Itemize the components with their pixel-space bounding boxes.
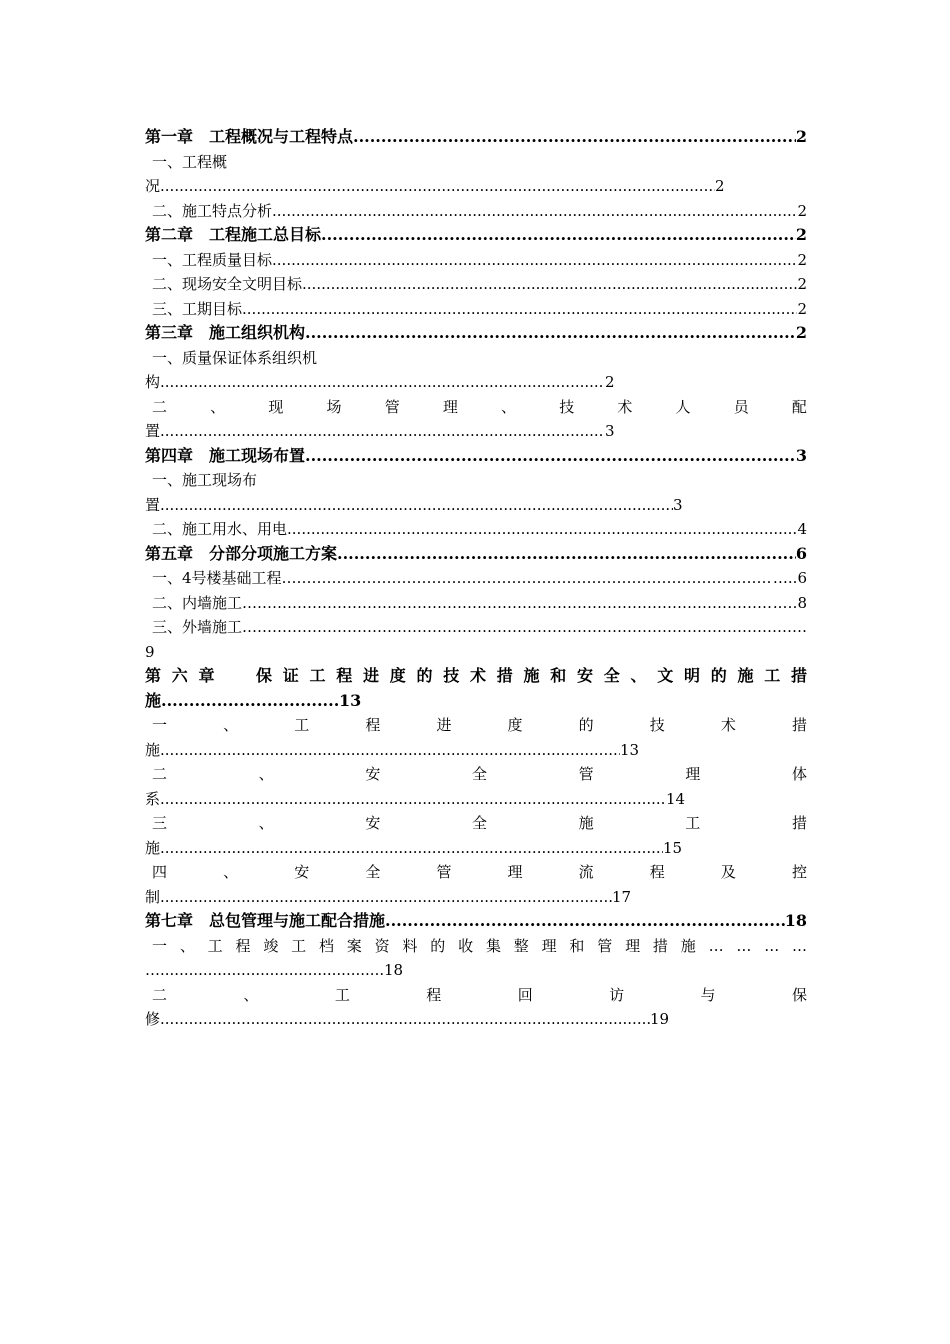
toc-title-char: 二 xyxy=(152,765,168,783)
toc-title-char: 度 xyxy=(389,666,406,685)
toc-section-3-2-continued[interactable] xyxy=(145,419,807,444)
toc-entry-title: 一、施工现场布 xyxy=(152,471,258,489)
toc-title-char: 整 xyxy=(513,936,529,955)
toc-page-number: 2 xyxy=(797,275,807,293)
toc-title-char: 理 xyxy=(625,936,641,955)
toc-title-char: … xyxy=(708,936,724,955)
toc-title-char: 理 xyxy=(685,765,701,783)
toc-title-char: 收 xyxy=(458,936,474,955)
toc-title-char: 流 xyxy=(578,863,594,881)
toc-title-char: 竣 xyxy=(263,936,279,955)
toc-title-char: 理 xyxy=(541,936,557,955)
toc-leader-dots xyxy=(302,272,797,297)
toc-title-char: 技 xyxy=(649,716,665,734)
toc-chapter-7[interactable] xyxy=(145,909,807,934)
toc-title-char: 工 xyxy=(764,666,781,685)
toc-title-char: 与 xyxy=(700,985,716,1004)
toc-section-4-1[interactable] xyxy=(145,468,807,493)
toc-title-char: 体 xyxy=(791,765,807,783)
toc-entry-title: 施 xyxy=(145,690,162,710)
toc-title-char: 保 xyxy=(791,985,807,1004)
toc-leader-dots xyxy=(160,836,663,861)
toc-section-2-1[interactable] xyxy=(145,248,807,273)
toc-leader-dots xyxy=(337,542,796,567)
toc-section-5-3[interactable] xyxy=(145,615,807,640)
toc-title-char: 术 xyxy=(469,666,486,685)
toc-chapter-6[interactable] xyxy=(145,664,807,689)
toc-title-char: 工 xyxy=(291,936,307,955)
toc-leader-dots xyxy=(160,787,666,812)
toc-leader-dots xyxy=(385,909,785,934)
toc-page-number: 13 xyxy=(620,740,640,759)
toc-title-char: 和 xyxy=(569,936,585,955)
toc-leader-dots xyxy=(160,419,605,444)
toc-page-number: 2 xyxy=(715,177,725,195)
toc-page-number: 2 xyxy=(795,225,807,244)
toc-entry-title: 制 xyxy=(145,887,161,906)
toc-page-number: 2 xyxy=(795,323,807,342)
toc-title-char: 安 xyxy=(365,765,381,783)
toc-title-char: 集 xyxy=(485,936,501,955)
toc-title-char: 工 xyxy=(294,716,310,734)
toc-leader-dots xyxy=(321,223,796,248)
toc-section-6-3-continued[interactable] xyxy=(145,836,807,861)
toc-title-char: 度 xyxy=(507,716,523,734)
toc-leader-dots xyxy=(160,493,673,518)
toc-title-char: 、 xyxy=(258,814,274,832)
toc-page-number: 2 xyxy=(797,201,807,220)
toc-title-char: 全 xyxy=(365,863,381,881)
toc-page-number: 19 xyxy=(650,1010,670,1028)
toc-section-5-3-continued[interactable] xyxy=(145,640,807,665)
toc-page-number: 17 xyxy=(612,887,632,906)
toc-entry-title: 一、工程质量目标 xyxy=(152,250,273,269)
toc-title-char: 进 xyxy=(436,716,452,734)
toc-leader-dots xyxy=(160,174,715,199)
toc-chapter-5[interactable] xyxy=(145,542,807,567)
toc-title-char: 管 xyxy=(597,936,613,955)
toc-title-char: 、 xyxy=(243,985,259,1004)
toc-title-char: 措 xyxy=(652,936,668,955)
toc-title-char: 全 xyxy=(471,814,487,832)
toc-section-4-2[interactable] xyxy=(145,517,807,542)
toc-section-2-3[interactable] xyxy=(145,297,807,322)
toc-title-char: 资 xyxy=(374,936,390,955)
toc-leader-tail: ….. xyxy=(772,569,798,587)
toc-title-char: 场 xyxy=(326,397,342,416)
toc-title-char: 安 xyxy=(365,814,381,832)
toc-title-char: 的 xyxy=(430,936,446,955)
toc-title-char: 档 xyxy=(318,936,334,955)
toc-title-char: 四 xyxy=(152,863,168,881)
toc-title-char: 程 xyxy=(426,985,442,1004)
toc-title-char: 施 xyxy=(523,666,540,685)
toc-title-char xyxy=(225,664,245,689)
toc-page-number: 3 xyxy=(795,445,807,465)
toc-leader-dots xyxy=(305,444,796,469)
toc-section-7-1-continued[interactable] xyxy=(145,958,807,983)
toc-title-char: 工 xyxy=(334,985,350,1004)
toc-title-char: 一 xyxy=(152,716,168,734)
toc-page-number: 2 xyxy=(605,373,615,391)
toc-title-char: … xyxy=(764,936,780,955)
toc-leader-dots xyxy=(353,125,796,150)
toc-page-number: 2 xyxy=(797,250,807,269)
toc-entry-title: 三、工期目标 xyxy=(152,299,243,318)
toc-section-7-1[interactable] xyxy=(145,934,807,959)
toc-title-char: 措 xyxy=(791,814,807,832)
toc-title-char: 理 xyxy=(442,397,458,416)
toc-title-char: … xyxy=(792,936,807,955)
toc-title-char: 管 xyxy=(578,765,594,783)
toc-title-char: 工 xyxy=(207,936,223,955)
toc-chapter-3[interactable] xyxy=(145,321,807,346)
toc-title-char: 、 xyxy=(630,666,647,685)
toc-entry-title: 一、4号楼基础工程 xyxy=(152,569,282,587)
toc-page-number: 15 xyxy=(663,838,683,857)
toc-entry-title: 一、工程概 xyxy=(152,152,228,171)
toc-title-char: 六 xyxy=(171,666,188,685)
toc-section-3-2[interactable] xyxy=(145,395,807,420)
toc-title-char: 措 xyxy=(790,666,807,685)
toc-title-char: 章 xyxy=(198,666,215,685)
toc-page-number: 3 xyxy=(605,422,615,440)
toc-entry-title: 第五章 分部分项施工方案 xyxy=(145,543,338,563)
toc-section-3-1-continued[interactable] xyxy=(145,370,807,395)
toc-title-char: 访 xyxy=(609,985,625,1004)
toc-title-char: 第 xyxy=(145,666,162,685)
toc-entry-title: 二、现场安全文明目标 xyxy=(152,275,303,293)
toc-entry-title: … xyxy=(145,961,160,979)
toc-section-3-1[interactable] xyxy=(145,346,807,371)
toc-title-char: 、 xyxy=(223,863,239,881)
toc-title-char: 的 xyxy=(710,666,727,685)
toc-entry-title: 三、外墙施工 xyxy=(152,618,243,636)
toc-section-7-2[interactable] xyxy=(145,983,807,1008)
toc-section-6-3[interactable] xyxy=(145,811,807,836)
toc-section-6-2-continued[interactable] xyxy=(145,787,807,812)
toc-leader-dots xyxy=(272,248,797,273)
toc-entry-title: 修 xyxy=(145,1010,161,1028)
toc-title-char: 施 xyxy=(737,666,754,685)
toc-title-char: 、 xyxy=(258,765,274,783)
toc-title-char: 程 xyxy=(235,936,251,955)
toc-leader-dots xyxy=(242,297,797,322)
toc-title-char: 三 xyxy=(152,814,168,832)
toc-section-7-2-continued[interactable] xyxy=(145,1007,807,1032)
toc-page-number: 8 xyxy=(797,593,807,612)
toc-title-char: 回 xyxy=(517,985,533,1004)
toc-title-char: 措 xyxy=(496,666,513,685)
toc-section-5-1[interactable] xyxy=(145,566,807,591)
toc-leader-dots xyxy=(160,1007,650,1032)
toc-section-6-4-continued[interactable] xyxy=(145,885,807,910)
toc-title-char: 工 xyxy=(309,666,326,685)
toc-title-char: 安 xyxy=(576,666,593,685)
toc-section-1-1-continued[interactable] xyxy=(145,174,807,199)
toc-title-char: 全 xyxy=(471,765,487,783)
toc-leader-dots xyxy=(160,370,605,395)
toc-leader-dots xyxy=(272,199,797,224)
toc-title-char: 、 xyxy=(210,397,226,416)
toc-title-char: 管 xyxy=(384,397,400,416)
toc-section-6-4[interactable] xyxy=(145,860,807,885)
toc-title-char: 技 xyxy=(443,666,460,685)
toc-title-char: 和 xyxy=(550,666,567,685)
toc-title-char: 安 xyxy=(294,863,310,881)
toc-page-number: 6 xyxy=(795,543,807,563)
toc-entry-title: 第四章 施工现场布置 xyxy=(145,445,306,465)
toc-title-char: 施 xyxy=(680,936,696,955)
toc-title-char: 的 xyxy=(578,716,594,734)
toc-entry-title: 第七章 总包管理与施工配合措施 xyxy=(145,911,386,930)
toc-leader-tail: ..… xyxy=(772,593,798,612)
toc-entry-title: 一、质量保证体系组织机 xyxy=(152,348,318,367)
toc-chapter-4[interactable] xyxy=(145,444,807,469)
toc-chapter-1[interactable] xyxy=(145,125,807,150)
toc-leader-dots xyxy=(161,689,339,714)
toc-page-number: 2 xyxy=(797,299,807,318)
toc-entry-title: 二、施工特点分析 xyxy=(152,201,273,220)
toc-title-char: 文 xyxy=(657,666,674,685)
toc-title-char: 保 xyxy=(255,666,272,685)
toc-title-char: 工 xyxy=(685,814,701,832)
toc-leader-dots xyxy=(160,958,384,983)
toc-title-char: 的 xyxy=(416,666,433,685)
toc-title-char: 、 xyxy=(501,397,517,416)
toc-section-1-1[interactable] xyxy=(145,150,807,175)
table-of-contents xyxy=(145,125,807,1032)
toc-chapter-2[interactable] xyxy=(145,223,807,248)
toc-entry-title: 施 xyxy=(145,838,161,857)
toc-title-char: 进 xyxy=(362,666,379,685)
toc-title-char: 现 xyxy=(268,397,284,416)
toc-entry-title: 第三章 施工组织机构 xyxy=(145,323,306,342)
toc-page-number: 3 xyxy=(673,495,683,514)
toc-entry-title: 系 xyxy=(145,789,161,808)
toc-entry-title: 构 xyxy=(145,373,161,391)
toc-section-6-2[interactable] xyxy=(145,762,807,787)
toc-page-number: 18 xyxy=(384,961,404,979)
toc-title-char: 程 xyxy=(365,716,381,734)
toc-section-5-2[interactable] xyxy=(145,591,807,616)
toc-leader-ellipsis xyxy=(242,591,773,616)
toc-title-char: 员 xyxy=(733,397,749,416)
toc-entry-title: 二、施工用水、用电 xyxy=(152,520,288,538)
toc-title-char: 程 xyxy=(649,863,665,881)
toc-title-char: 证 xyxy=(282,666,299,685)
toc-section-6-1[interactable] xyxy=(145,713,807,738)
toc-title-char: 术 xyxy=(720,716,736,734)
toc-section-2-2[interactable] xyxy=(145,272,807,297)
toc-section-4-1-continued[interactable] xyxy=(145,493,807,518)
toc-title-char: … xyxy=(736,936,752,955)
toc-title-char: 、 xyxy=(179,936,195,955)
toc-page-number: 18 xyxy=(784,911,807,930)
toc-leader-dots xyxy=(160,738,620,763)
toc-title-char: 配 xyxy=(791,397,807,416)
toc-title-char: 料 xyxy=(402,936,418,955)
toc-page-number: 6 xyxy=(797,569,807,587)
toc-page-number: 9 xyxy=(145,642,155,661)
toc-title-char: 及 xyxy=(720,863,736,881)
toc-title-char: 程 xyxy=(336,666,353,685)
toc-leader-dots xyxy=(160,885,612,910)
toc-leader-ellipsis xyxy=(242,615,807,640)
toc-entry-title: 二、内墙施工 xyxy=(152,593,243,612)
toc-page-number: 2 xyxy=(795,127,807,146)
toc-page-number: 13 xyxy=(339,690,362,710)
toc-section-6-1-continued[interactable] xyxy=(145,738,807,763)
toc-entry-title: 施 xyxy=(145,740,161,759)
toc-title-char: 案 xyxy=(346,936,362,955)
toc-leader-dots xyxy=(305,321,796,346)
toc-title-char: 明 xyxy=(683,666,700,685)
toc-page-number: 4 xyxy=(797,520,807,538)
toc-title-char: 理 xyxy=(507,863,523,881)
toc-title-char: 术 xyxy=(617,397,633,416)
toc-page-number: 14 xyxy=(666,789,686,808)
toc-title-char: 技 xyxy=(559,397,575,416)
toc-entry-title: 置 xyxy=(145,495,161,514)
toc-leader-dots xyxy=(287,517,797,542)
toc-entry-title: 置 xyxy=(145,422,161,440)
toc-entry-title: 况 xyxy=(145,177,161,195)
toc-title-char: 措 xyxy=(791,716,807,734)
toc-chapter-6-continued[interactable] xyxy=(145,689,807,714)
toc-title-char: 、 xyxy=(223,716,239,734)
toc-title-char: 管 xyxy=(436,863,452,881)
toc-section-1-2[interactable] xyxy=(145,199,807,224)
toc-title-char: 二 xyxy=(152,397,168,416)
toc-title-char: 全 xyxy=(603,666,620,685)
toc-leader-ellipsis xyxy=(282,566,773,591)
toc-entry-title: 第一章 工程概况与工程特点 xyxy=(145,127,354,146)
toc-title-char: 人 xyxy=(675,397,691,416)
toc-title-char: 施 xyxy=(578,814,594,832)
toc-title-char: 一 xyxy=(152,936,168,955)
toc-title-char: 二 xyxy=(152,985,168,1004)
toc-entry-title: 第二章 工程施工总目标 xyxy=(145,225,322,244)
toc-title-char: 控 xyxy=(791,863,807,881)
